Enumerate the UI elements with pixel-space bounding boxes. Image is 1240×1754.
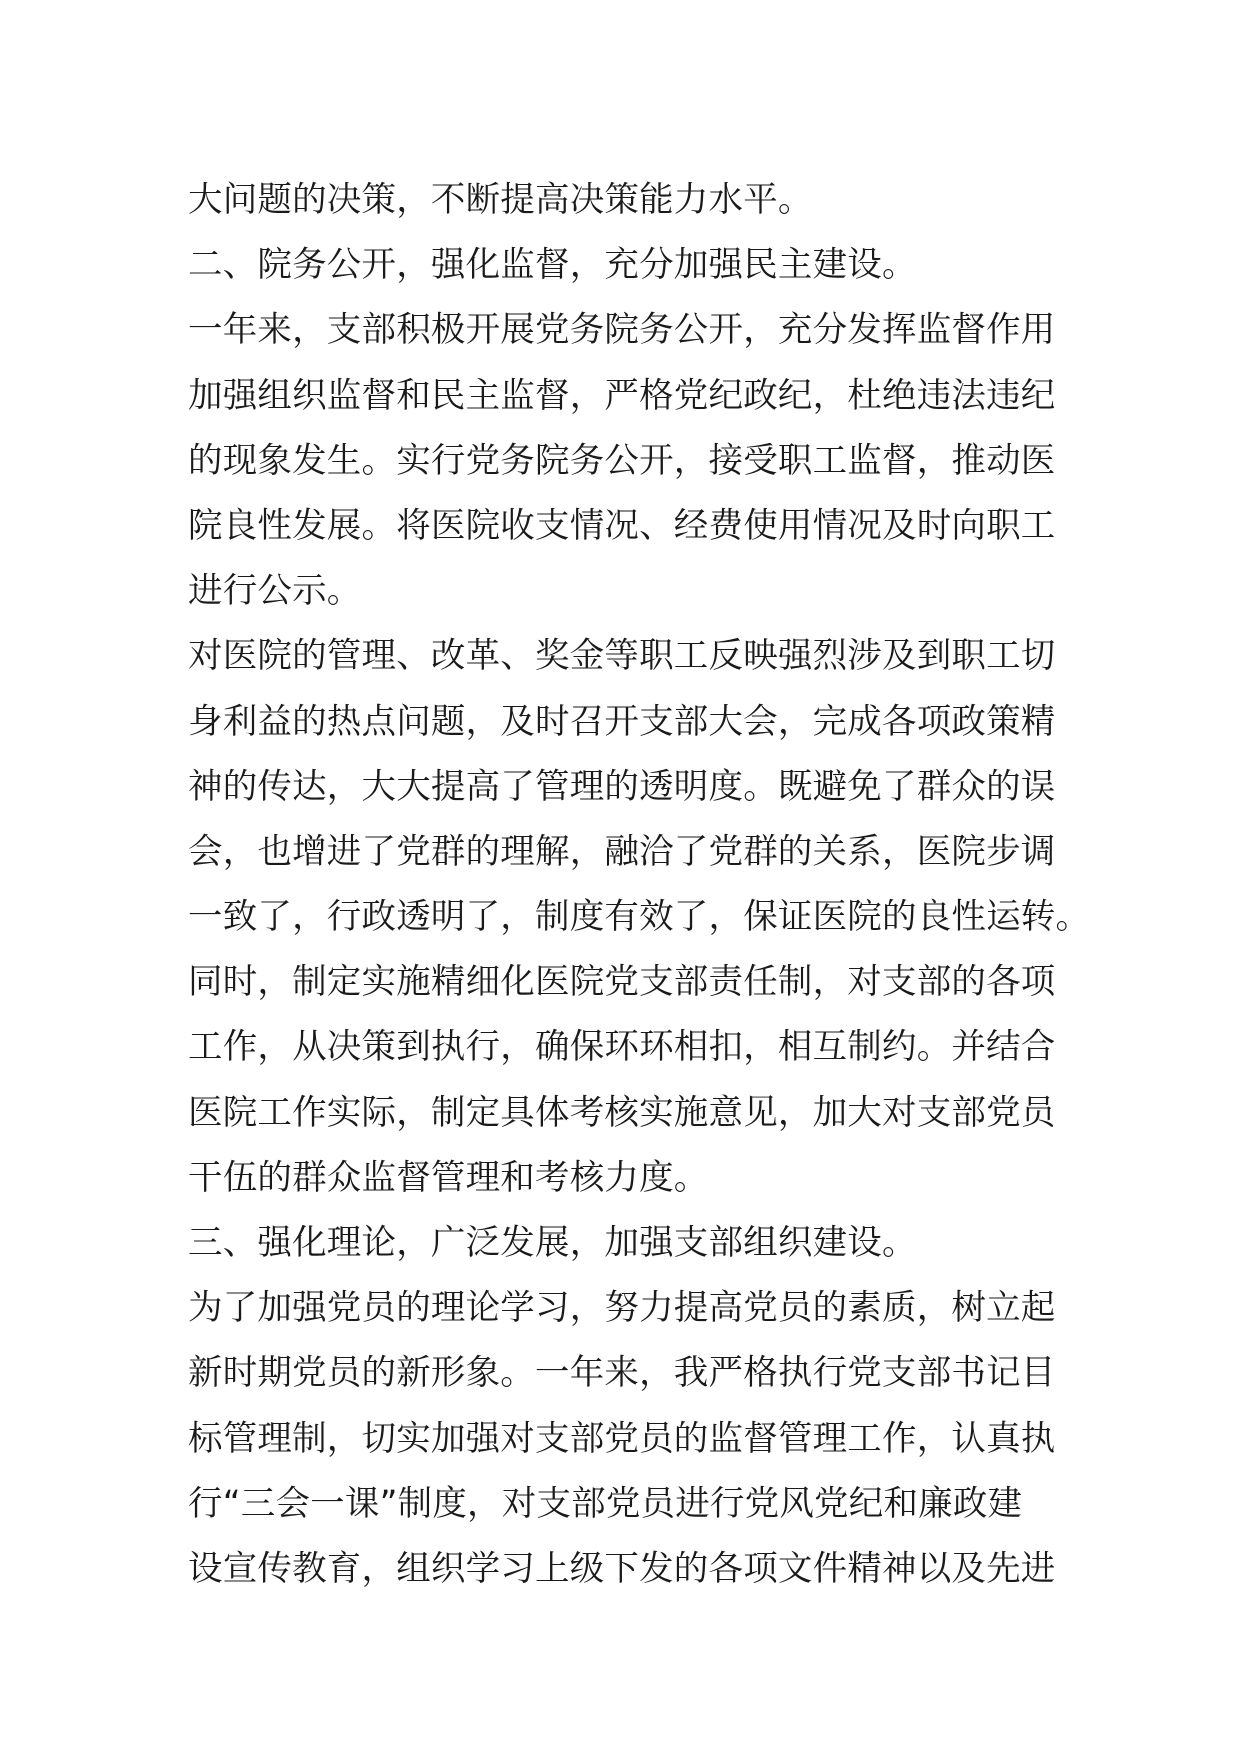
text-line: 大问题的决策，不断提高决策能力水平。 [188, 180, 813, 220]
document-body [188, 168, 1091, 1602]
text-line: 对医院的管理、改革、奖金等职工反映强烈涉及到职工切 [188, 636, 1056, 677]
section-heading: 二、院务公开，强化监督，充分加强民主建设。 [188, 245, 917, 286]
text-line: 的现象发生。实行党务院务公开，接受职工监督，推动医 [188, 440, 1056, 481]
text-line: 医院工作实际，制定具体考核实施意见，加大对支部党员 [188, 1092, 1056, 1133]
section-heading: 三、强化理论，广泛发展，加强支部组织建设。 [188, 1223, 917, 1263]
text-line: 行“三会一课”制度，对支部党员进行党风党纪和廉政建 [188, 1483, 1023, 1524]
text-line: 干伍的群众监督管理和考核力度。 [188, 1157, 709, 1198]
text-line: 身利益的热点问题，及时召开支部大会，完成各项政策精 [188, 701, 1056, 742]
text-line: 新时期党员的新形象。一年来，我严格执行党支部书记目 [188, 1353, 1056, 1394]
text-line: 一年来，支部积极开展党务院务公开，充分发挥监督作用 [188, 310, 1056, 351]
text-line: 会，也增进了党群的理解，融洽了党群的关系，医院步调 [188, 831, 1056, 872]
text-line: 为了加强党员的理论学习，努力提高党员的素质，树立起 [188, 1288, 1056, 1329]
text-line: 标管理制，切实加强对支部党员的监督管理工作，认真执 [188, 1418, 1056, 1459]
text-line: 神的传达，大大提高了管理的透明度。既避免了群众的误 [188, 766, 1056, 807]
text-line: 进行公示。 [188, 571, 362, 612]
text-line: 设宣传教育，组织学习上级下发的各项文件精神以及先进 [188, 1548, 1056, 1589]
text-line: 加强组织监督和民主监督，严格党纪政纪，杜绝违法违纪 [188, 375, 1056, 416]
text-line: 一致了，行政透明了，制度有效了，保证医院的良性运转。 [188, 897, 1091, 938]
text-line: 工作，从决策到执行，确保环环相扣，相互制约。并结合 [188, 1027, 1056, 1068]
text-line: 院良性发展。将医院收支情况、经费使用情况及时向职工 [188, 505, 1056, 546]
text-line: 同时，制定实施精细化医院党支部责任制，对支部的各项 [188, 962, 1056, 1003]
